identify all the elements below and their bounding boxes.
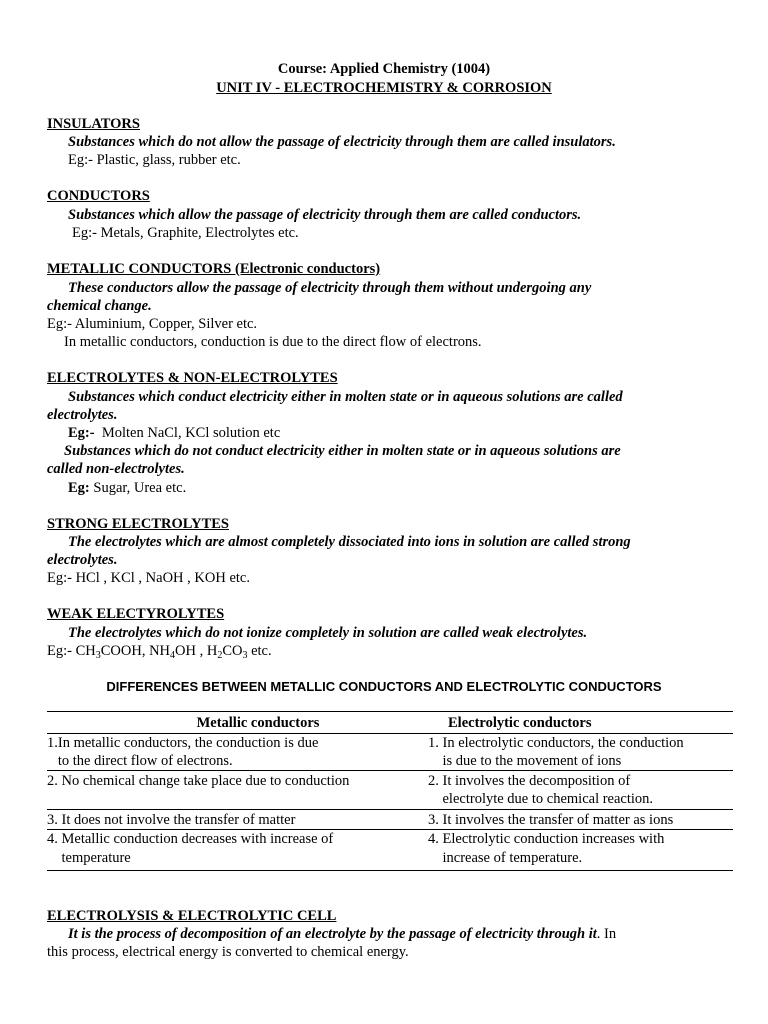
non-electrolytes-definition-line1: Substances which do not conduct electricity either in molten state or in aqueous solutions are — [64, 443, 621, 459]
weak-example — [47, 642, 272, 660]
weak-example-part: etc. — [247, 643, 272, 659]
table-cell-metallic: to the direct flow of electrons. — [47, 753, 233, 769]
table-rule — [47, 770, 733, 771]
non-electrolytes-example-text: Sugar, Urea etc. — [93, 480, 187, 496]
weak-example-part: OH , H — [175, 643, 218, 659]
col-header-metallic: Metallic conductors — [196, 715, 320, 731]
insulators-definition: Substances which do not allow the passage of electricity through them are called insulators. — [68, 134, 616, 150]
weak-example-part: Eg:- CH — [47, 643, 96, 659]
electrolytes-definition-line2: electrolytes. — [47, 407, 118, 423]
strong-example: Eg:- HCl , KCl , NaOH , KOH etc. — [47, 570, 250, 586]
table-rule — [47, 711, 733, 712]
table-rule — [47, 809, 733, 810]
strong-definition-line2: electrolytes. — [47, 552, 118, 568]
insulators-heading: INSULATORS — [47, 116, 140, 132]
conductors-example: Eg:- Metals, Graphite, Electrolytes etc. — [72, 225, 299, 241]
table-rule — [47, 870, 733, 871]
strong-heading: STRONG ELECTROLYTES — [47, 516, 229, 532]
weak-example-part: COOH, NH — [100, 643, 171, 659]
table-cell-metallic: 1.In metallic conductors, the conduction is due — [47, 735, 319, 751]
unit-title: UNIT IV - ELECTROCHEMISTRY & CORROSION — [216, 80, 552, 96]
conductors-heading: CONDUCTORS — [47, 188, 150, 204]
strong-definition-line1: The electrolytes which are almost completely dissociated into ions in solution are called strong — [68, 534, 631, 550]
non-electrolytes-example-label: Eg: — [68, 480, 90, 496]
electrolysis-definition — [68, 925, 616, 943]
table-cell-metallic: 3. It does not involve the transfer of matter — [47, 812, 296, 828]
differences-title: DIFFERENCES BETWEEN METALLIC CONDUCTORS AND ELECTROLYTIC CONDUCTORS — [106, 679, 662, 694]
conductors-definition: Substances which allow the passage of electricity through them are called conductors. — [68, 207, 582, 223]
table-cell-electrolytic: increase of temperature. — [428, 850, 583, 866]
col-header-electrolytic: Electrolytic conductors — [448, 715, 592, 731]
metallic-note: In metallic conductors, conduction is due to the direct flow of electrons. — [64, 334, 482, 350]
weak-example-subscript: 2 — [217, 650, 223, 661]
table-cell-electrolytic: 2. It involves the decomposition of — [428, 773, 631, 789]
electrolytes-heading: ELECTROLYTES & NON-ELECTROLYTES — [47, 370, 338, 386]
table-cell-electrolytic: 4. Electrolytic conduction increases with — [428, 831, 665, 847]
table-cell-electrolytic: 3. It involves the transfer of matter as ions — [428, 812, 674, 828]
electrolytes-example-text: Molten NaCl, KCl solution etc — [101, 425, 281, 441]
weak-heading: WEAK ELECTYROLYTES — [47, 606, 225, 622]
table-cell-metallic: 2. No chemical change take place due to conduction — [47, 773, 350, 789]
weak-example-subscript: 3 — [242, 650, 248, 661]
table-cell-metallic: temperature — [47, 850, 131, 866]
metallic-heading: METALLIC CONDUCTORS (Electronic conductors) — [47, 261, 381, 277]
table-cell-electrolytic: is due to the movement of ions — [428, 753, 622, 769]
non-electrolytes-definition-line2: called non-electrolytes. — [47, 461, 185, 477]
non-electrolytes-example — [68, 479, 186, 497]
course-title: Course: Applied Chemistry (1004) — [277, 61, 491, 77]
weak-definition: The electrolytes which do not ionize completely in solution are called weak electrolytes. — [68, 625, 588, 641]
weak-example-subscript: 4 — [170, 650, 176, 661]
electrolytes-example-label: Eg:- — [68, 425, 95, 441]
insulators-example: Eg:- Plastic, glass, rubber etc. — [68, 152, 241, 168]
table-cell-metallic: 4. Metallic conduction decreases with increase of — [47, 831, 334, 847]
electrolysis-line2: this process, electrical energy is converted to chemical energy. — [47, 944, 409, 960]
electrolytes-definition-line1: Substances which conduct electricity either in molten state or in aqueous solutions are called — [68, 389, 623, 405]
metallic-example: Eg:- Aluminium, Copper, Silver etc. — [47, 316, 258, 332]
electrolysis-definition-rest: . In — [596, 926, 617, 942]
electrolytes-example — [68, 424, 280, 442]
weak-example-part: CO — [222, 643, 243, 659]
electrolysis-heading: ELECTROLYSIS & ELECTROLYTIC CELL — [47, 908, 337, 924]
weak-example-subscript: 3 — [95, 650, 101, 661]
metallic-definition-line2: chemical change. — [47, 298, 152, 314]
electrolysis-definition-bold: It is the process of decomposition of an electrolyte by the passage of electricity through it — [68, 926, 597, 942]
metallic-definition-line1: These conductors allow the passage of electricity through them without undergoing any — [68, 280, 592, 296]
table-cell-electrolytic: electrolyte due to chemical reaction. — [428, 791, 654, 807]
table-cell-electrolytic: 1. In electrolytic conductors, the conduction — [428, 735, 684, 751]
